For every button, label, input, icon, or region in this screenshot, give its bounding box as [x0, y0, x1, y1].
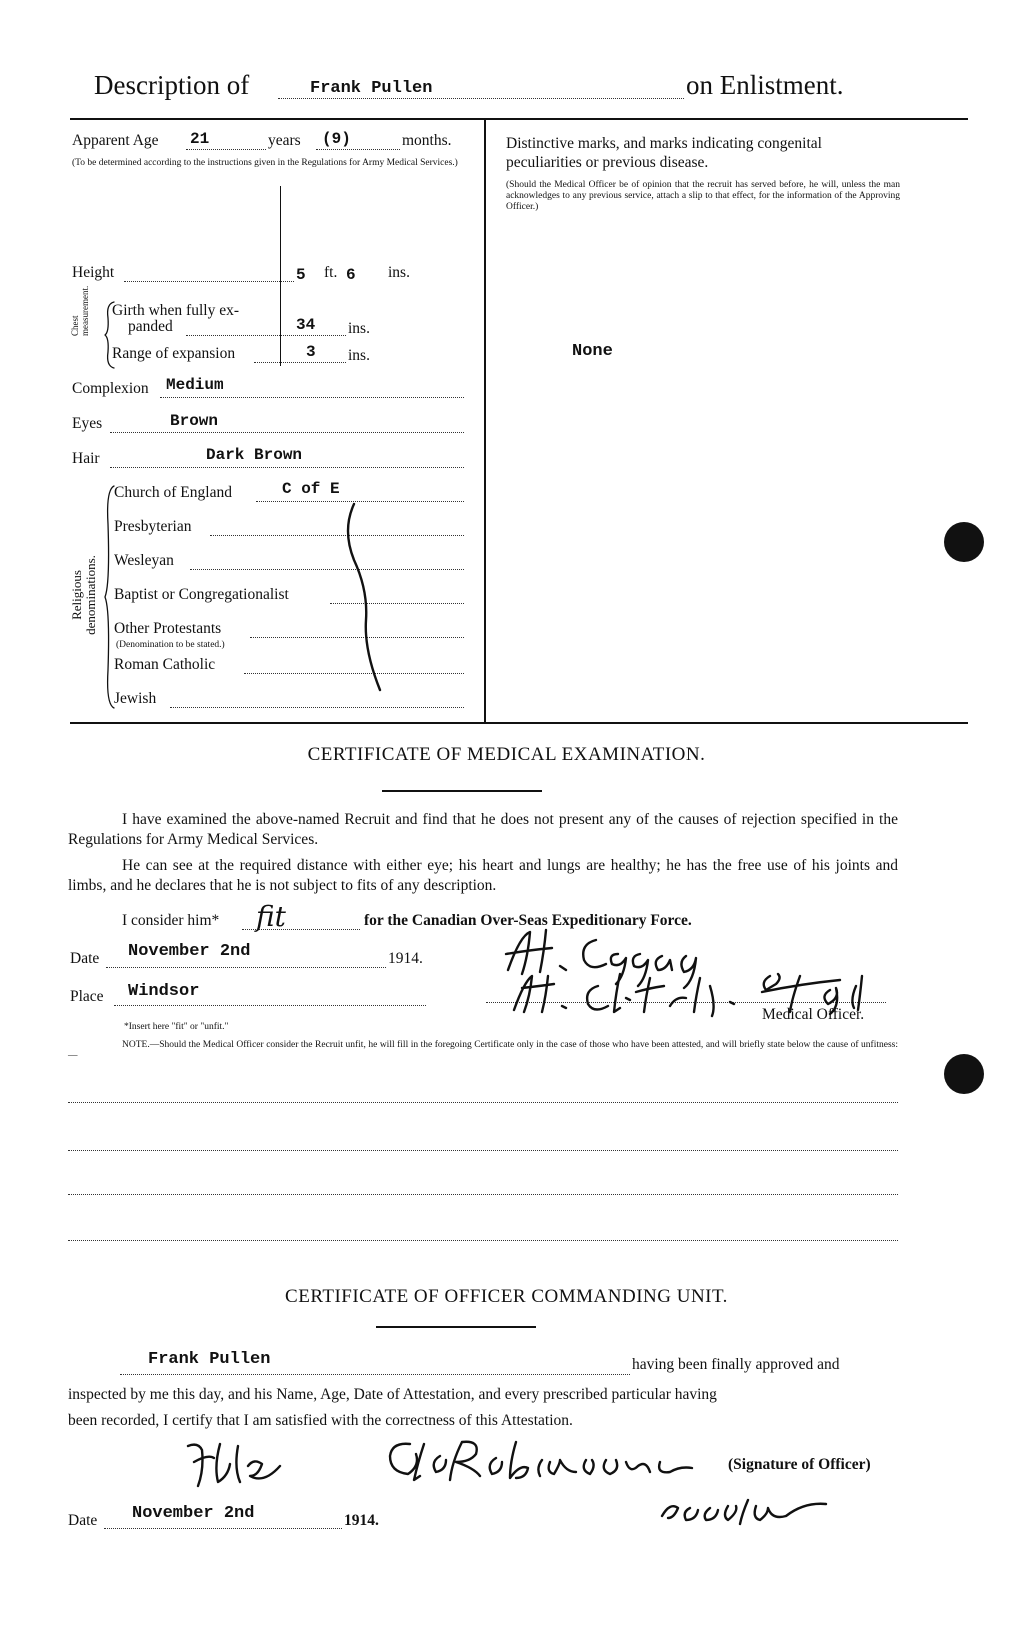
place-dots	[114, 1005, 426, 1006]
commanding-text-3: been recorded, I certify that I am satisfied with the correctness of this Attestation.	[68, 1412, 573, 1429]
religion-presbyterian: Presbyterian	[114, 518, 192, 535]
religion-baptist: Baptist or Congregationalist	[114, 586, 289, 603]
insert-note: *Insert here "fit" or "unfit."	[124, 1022, 229, 1032]
column-divider	[484, 118, 486, 723]
hair-value: Dark Brown	[206, 446, 303, 464]
religion-church-of-england: Church of England	[114, 484, 232, 501]
medical-date-dots	[106, 967, 386, 968]
signature-of-officer-label: (Signature of Officer)	[728, 1456, 871, 1473]
rank-signature	[656, 1490, 876, 1526]
medical-officer-label: Medical Officer.	[762, 1006, 865, 1023]
girth-label-2: panded	[128, 318, 173, 335]
unfit-note: NOTE.—Should the Medical Officer consider the Recruit unfit, he will fill in the foregoing Certificate only in the case of those who have been attested, and will briefly state below the cause of unfitness:—	[68, 1040, 898, 1061]
document-title-prefix: Description of	[94, 70, 250, 100]
religion-other-protestants: Other Protestants	[114, 620, 222, 637]
height-dots	[124, 281, 294, 282]
place-label: Place	[70, 988, 104, 1005]
place-value: Windsor	[128, 982, 200, 1001]
medical-paragraph-2: He can see at the required distance with either eye; his heart and lungs are healthy; he has the free use of his joints and limbs, and he declares that he is not subject to fits of any description.	[68, 857, 898, 894]
religion-dots-7	[170, 707, 464, 708]
complexion-value: Medium	[166, 376, 224, 394]
religion-dots-2	[210, 535, 464, 536]
commanding-text-1: having been finally approved and	[632, 1356, 840, 1373]
unfit-line-2	[68, 1150, 898, 1151]
distinctive-marks-heading: Distinctive marks, and marks indicating congenital peculiarities or previous disease.	[506, 135, 822, 171]
consider-label: I consider him*	[122, 912, 220, 929]
ins-label-range: ins.	[348, 347, 370, 364]
age-note: (To be determined according to the instructions given in the Regulations for Army Medical Services.)	[72, 158, 458, 168]
ins-label-girth: ins.	[348, 320, 370, 337]
height-in-value: 6	[346, 266, 356, 284]
commanding-officer-signature	[380, 1436, 740, 1486]
description-bottom-rule	[70, 722, 968, 724]
title-name-dots	[278, 98, 684, 99]
eyes-dots	[110, 432, 464, 433]
hair-dots	[110, 467, 464, 468]
months-label: months.	[402, 132, 452, 149]
age-years-dots	[186, 149, 266, 150]
medical-title-underline	[382, 790, 542, 792]
commanding-name-dots	[120, 1374, 630, 1375]
range-value: 3	[306, 343, 316, 361]
religion-jewish: Jewish	[114, 690, 157, 707]
unfit-line-1	[68, 1102, 898, 1103]
years-label: years	[268, 132, 301, 149]
religion-wesleyan: Wesleyan	[114, 552, 174, 569]
religious-denominations-label: Religious denominations.	[69, 555, 98, 635]
distinctive-marks-note: (Should the Medical Officer be of opinion that the recruit has served before, he will, unless the man acknowledges to any previous service, attach a slip to that effect, for the information of the Approving Officer.)	[506, 180, 900, 212]
religion-dots-3	[190, 569, 464, 570]
medical-certificate-title: CERTIFICATE OF MEDICAL EXAMINATION.	[307, 744, 706, 765]
commanding-text-2: inspected by me this day, and his Name, Age, Date of Attestation, and every prescribed particular having	[68, 1386, 717, 1403]
ft-label: ft.	[324, 264, 338, 281]
top-rule	[70, 118, 968, 120]
complexion-label: Complexion	[72, 380, 149, 397]
commanding-year: 1914.	[344, 1512, 379, 1529]
girth-label-1: Girth when fully ex-	[112, 302, 239, 319]
punch-hole-bottom	[944, 1054, 984, 1094]
commanding-recruit-name: Frank Pullen	[148, 1350, 271, 1369]
medical-year: 1914.	[388, 950, 423, 967]
commanding-date-dots	[104, 1528, 342, 1529]
height-ft-value: 5	[296, 266, 306, 284]
hair-label: Hair	[72, 450, 100, 467]
commanding-certificate-title: CERTIFICATE OF OFFICER COMMANDING UNIT.	[285, 1286, 728, 1307]
height-label: Height	[72, 264, 115, 281]
age-label: Apparent Age	[72, 132, 159, 149]
age-years-value: 21	[190, 130, 210, 148]
medical-officer-signature	[500, 926, 920, 1016]
girth-dots	[186, 335, 346, 336]
complexion-dots	[160, 397, 464, 398]
unfit-line-4	[68, 1240, 898, 1241]
range-dots	[254, 362, 346, 363]
ins-label-height: ins.	[388, 264, 410, 281]
chest-label: Chest measurement.	[70, 285, 90, 336]
unfit-line-3	[68, 1194, 898, 1195]
commanding-date-label: Date	[68, 1512, 98, 1529]
medical-paragraph-1: I have examined the above-named Recruit and find that he does not present any of the causes of rejection specified in the Regulations for Army Medical Services.	[68, 811, 898, 848]
medical-date-value: November 2nd	[128, 942, 251, 961]
eyes-label: Eyes	[72, 415, 103, 432]
age-months-dots	[316, 149, 400, 150]
range-label: Range of expansion	[112, 345, 236, 362]
recruit-name: Frank Pullen	[310, 79, 433, 98]
punch-hole-top	[944, 522, 984, 562]
religion-other-note: (Denomination to be stated.)	[116, 640, 225, 650]
eyes-value: Brown	[170, 412, 219, 430]
distinctive-marks-value: None	[572, 342, 613, 361]
measurement-divider	[280, 186, 281, 366]
document-title-suffix: on Enlistment.	[686, 70, 844, 100]
initials-signature	[184, 1436, 294, 1496]
commanding-date-value: November 2nd	[132, 1504, 255, 1523]
medical-date-label: Date	[70, 950, 100, 967]
force-label: for the Canadian Over-Seas Expeditionary Force.	[364, 912, 692, 929]
girth-value: 34	[296, 316, 316, 334]
religion-roman-catholic: Roman Catholic	[114, 656, 216, 673]
age-months-value: (9)	[322, 130, 351, 148]
religion-value: C of E	[282, 480, 340, 498]
religion-bracket-mark	[340, 500, 400, 700]
commanding-title-underline	[376, 1326, 536, 1328]
consider-value: fit	[256, 900, 286, 933]
